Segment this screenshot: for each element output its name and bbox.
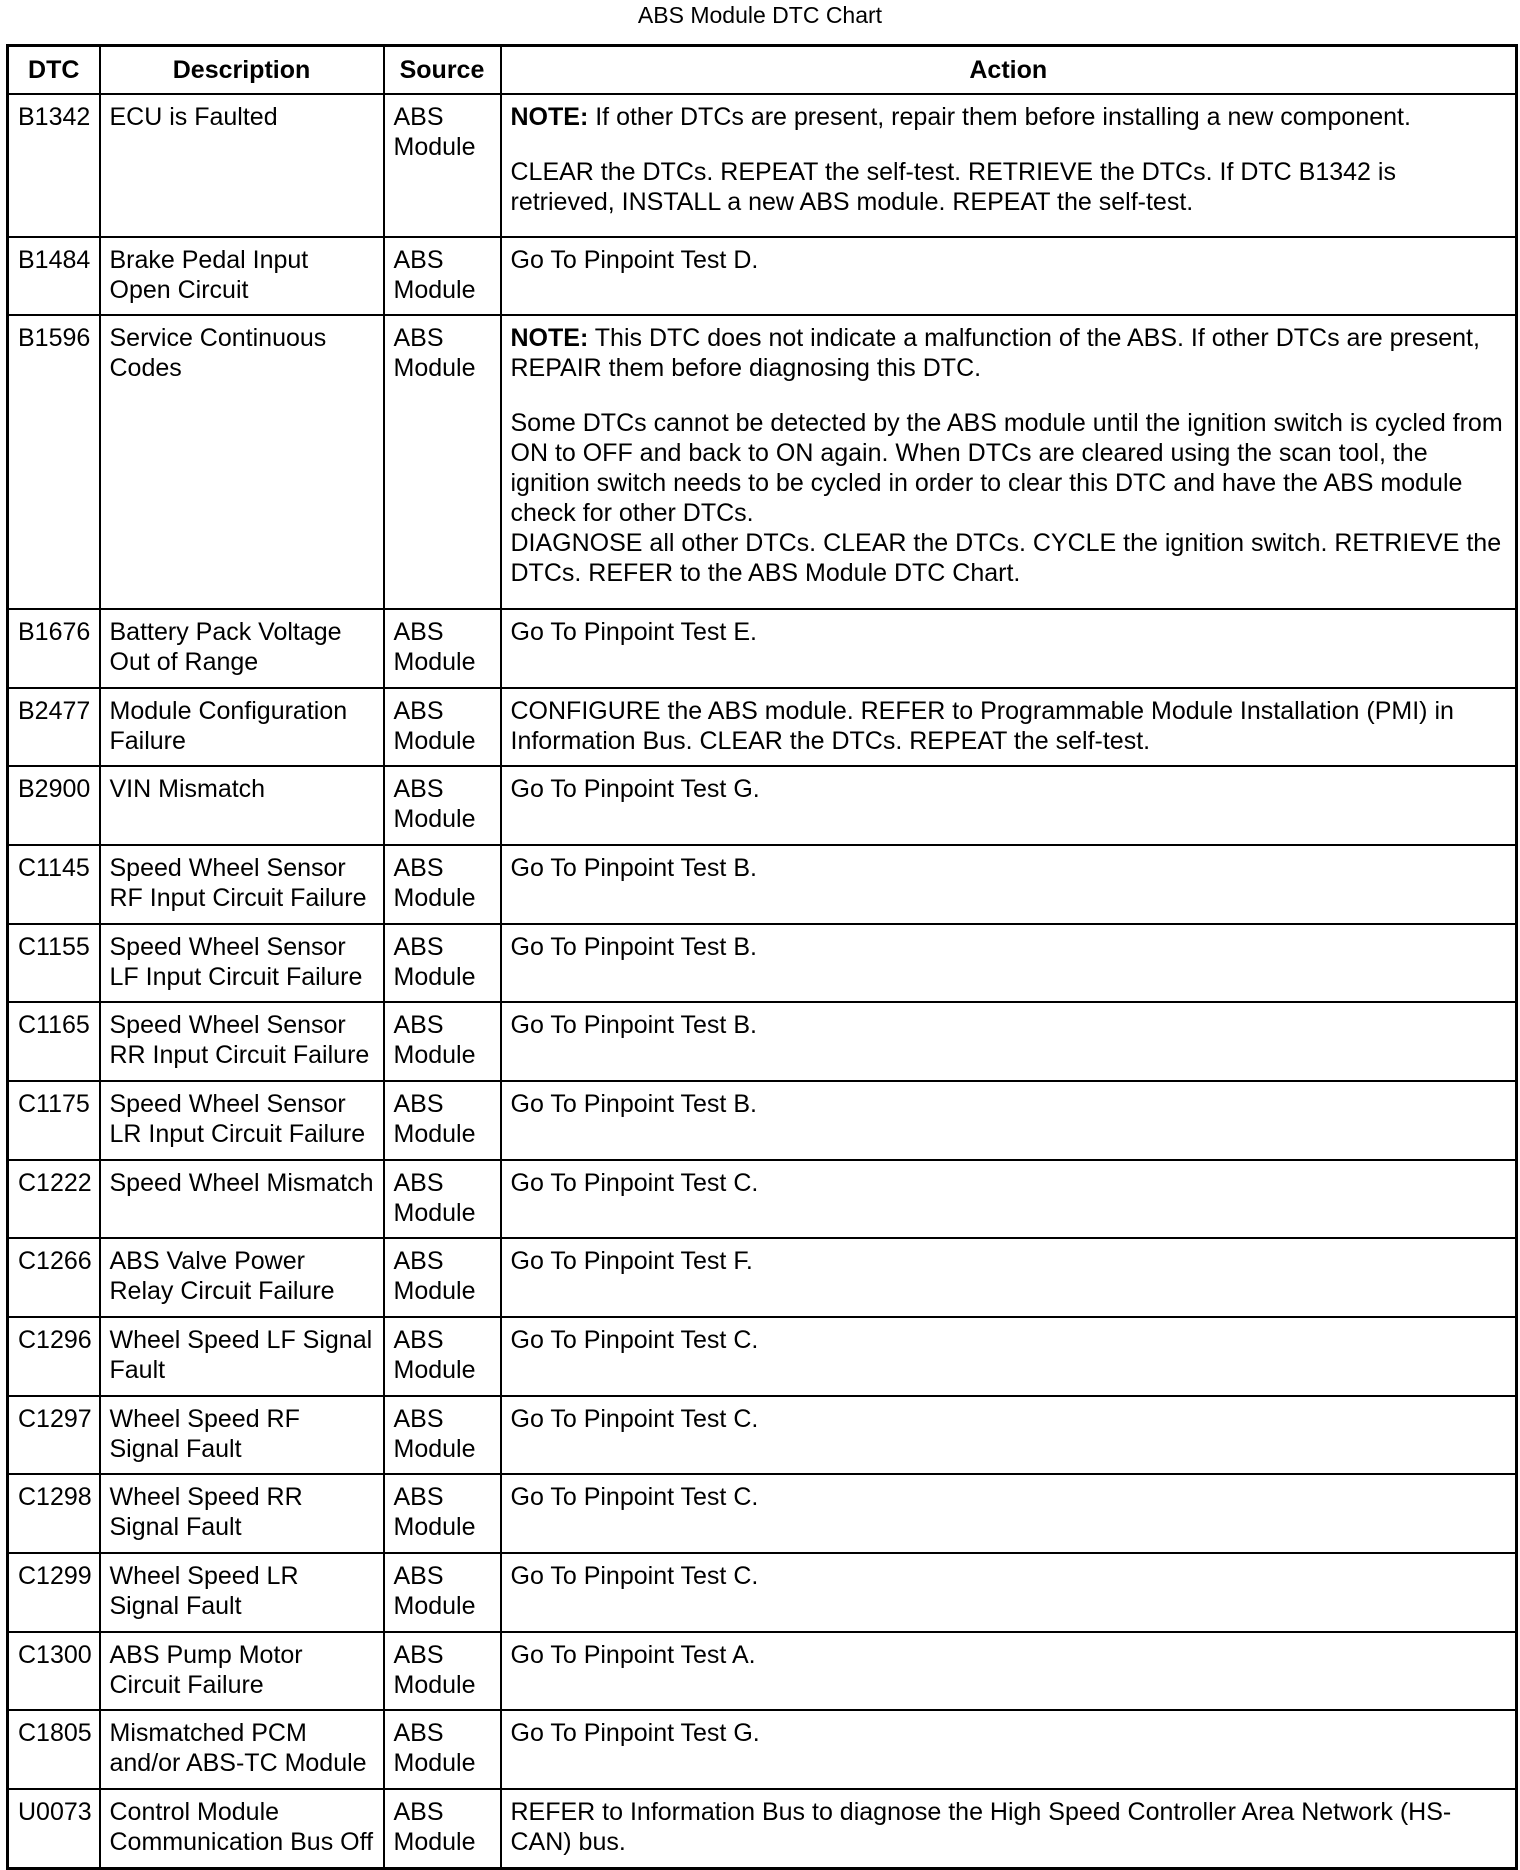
dtc-description: Wheel Speed LR Signal Fault (100, 1553, 384, 1632)
dtc-code: B2477 (8, 688, 100, 767)
action-note (511, 102, 1508, 132)
dtc-source: ABS Module (384, 94, 501, 237)
dtc-source: ABS Module (384, 237, 501, 316)
dtc-description: ECU is Faulted (100, 94, 384, 237)
table-row (8, 94, 1517, 237)
dtc-source: ABS Module (384, 1632, 501, 1711)
dtc-description: ABS Valve Power Relay Circuit Failure (100, 1238, 384, 1317)
dtc-code: C1298 (8, 1474, 100, 1553)
dtc-description: Brake Pedal Input Open Circuit (100, 237, 384, 316)
dtc-source: ABS Module (384, 1317, 501, 1396)
table-row (8, 315, 1517, 609)
dtc-action (501, 94, 1517, 237)
dtc-source: ABS Module (384, 1396, 501, 1475)
dtc-source: ABS Module (384, 1474, 501, 1553)
header-source: Source (384, 46, 501, 95)
dtc-code: B1484 (8, 237, 100, 316)
dtc-action (501, 315, 1517, 609)
dtc-description: VIN Mismatch (100, 766, 384, 845)
table-row (8, 1238, 1517, 1317)
note-label: NOTE: (510, 324, 589, 353)
dtc-action: Go To Pinpoint Test G. (501, 766, 1517, 845)
dtc-action: Go To Pinpoint Test G. (501, 1710, 1517, 1789)
dtc-action: Go To Pinpoint Test C. (501, 1396, 1517, 1475)
dtc-description: Speed Wheel Sensor LF Input Circuit Failure (100, 924, 384, 1003)
dtc-code: U0073 (8, 1789, 100, 1868)
dtc-description: Speed Wheel Sensor RR Input Circuit Failure (100, 1002, 384, 1081)
dtc-description: Mismatched PCM and/or ABS-TC Module (100, 1710, 384, 1789)
dtc-code: B2900 (8, 766, 100, 845)
table-row (8, 1632, 1517, 1711)
dtc-code: B1676 (8, 609, 100, 688)
table-row (8, 1002, 1517, 1081)
dtc-code: C1300 (8, 1632, 100, 1711)
header-action: Action (501, 46, 1517, 95)
dtc-code: C1299 (8, 1553, 100, 1632)
dtc-code: B1596 (8, 315, 100, 609)
dtc-action: Go To Pinpoint Test B. (501, 1002, 1517, 1081)
table-row (8, 1710, 1517, 1789)
action-paragraph: Some DTCs cannot be detected by the ABS module until the ignition switch is cycled from ON to OFF and back to ON again. When DTCs are cleared using the scan tool, the ignition switch needs to be cycled in order to clear this DTC and have the ABS module check for other DTCs. (510, 409, 1503, 528)
action-paragraph: DIAGNOSE all other DTCs. CLEAR the DTCs. CYCLE the ignition switch. RETRIEVE the DTCs. REFER to the ABS Module DTC Chart. (510, 529, 1502, 588)
dtc-source: ABS Module (384, 315, 501, 609)
dtc-description: Wheel Speed LF Signal Fault (100, 1317, 384, 1396)
dtc-description: Speed Wheel Sensor LR Input Circuit Failure (100, 1081, 384, 1160)
table-row (8, 688, 1517, 767)
dtc-code: C1296 (8, 1317, 100, 1396)
dtc-source: ABS Module (384, 1002, 501, 1081)
dtc-action: Go To Pinpoint Test B. (501, 845, 1517, 924)
dtc-source: ABS Module (384, 1238, 501, 1317)
table-row (8, 1081, 1517, 1160)
note-text: If other DTCs are present, repair them before installing a new component. (595, 103, 1411, 131)
table-row (8, 609, 1517, 688)
dtc-source: ABS Module (384, 766, 501, 845)
table-row (8, 1317, 1517, 1396)
table-row (8, 1160, 1517, 1239)
dtc-source: ABS Module (384, 1081, 501, 1160)
dtc-source: ABS Module (384, 1553, 501, 1632)
table-row (8, 1474, 1517, 1553)
dtc-action: Go To Pinpoint Test F. (501, 1238, 1517, 1317)
table-row (8, 1789, 1517, 1868)
dtc-source: ABS Module (384, 609, 501, 688)
table-row (8, 766, 1517, 845)
dtc-code: C1165 (8, 1002, 100, 1081)
dtc-description: Wheel Speed RR Signal Fault (100, 1474, 384, 1553)
table-body (8, 94, 1517, 1869)
table-row (8, 1396, 1517, 1475)
dtc-code: C1297 (8, 1396, 100, 1475)
table-row (8, 1553, 1517, 1632)
dtc-code: C1222 (8, 1160, 100, 1239)
dtc-source: ABS Module (384, 1160, 501, 1239)
header-dtc: DTC (8, 46, 100, 95)
dtc-source: ABS Module (384, 1789, 501, 1868)
dtc-action: Go To Pinpoint Test A. (501, 1632, 1517, 1711)
dtc-action: Go To Pinpoint Test C. (501, 1160, 1517, 1239)
dtc-code: C1266 (8, 1238, 100, 1317)
dtc-action: Go To Pinpoint Test E. (501, 609, 1517, 688)
dtc-description: Speed Wheel Sensor RF Input Circuit Failure (100, 845, 384, 924)
dtc-code: C1155 (8, 924, 100, 1003)
dtc-table (6, 44, 1518, 1870)
dtc-code: C1805 (8, 1710, 100, 1789)
dtc-description: ABS Pump Motor Circuit Failure (100, 1632, 384, 1711)
dtc-action: Go To Pinpoint Test C. (501, 1474, 1517, 1553)
dtc-source: ABS Module (384, 924, 501, 1003)
action-paragraph: CLEAR the DTCs. REPEAT the self-test. RETRIEVE the DTCs. If DTC B1342 is retrieved, INSTALL a new ABS module. REPEAT the self-test. (510, 158, 1396, 216)
dtc-action: Go To Pinpoint Test B. (501, 924, 1517, 1003)
dtc-action: Go To Pinpoint Test D. (501, 237, 1517, 316)
dtc-code: C1145 (8, 845, 100, 924)
dtc-description: Speed Wheel Mismatch (100, 1160, 384, 1239)
dtc-action: Go To Pinpoint Test B. (501, 1081, 1517, 1160)
dtc-source: ABS Module (384, 845, 501, 924)
header-description: Description (100, 46, 384, 95)
dtc-description: Control Module Communication Bus Off (100, 1789, 384, 1868)
dtc-code: B1342 (8, 94, 100, 237)
dtc-description: Wheel Speed RF Signal Fault (100, 1396, 384, 1475)
dtc-description: Service Continuous Codes (100, 315, 384, 609)
note-text: This DTC does not indicate a malfunction of the ABS. If other DTCs are present, REPAIR them before diagnosing this DTC. (510, 324, 1480, 383)
header-row (8, 46, 1517, 95)
dtc-action: Go To Pinpoint Test C. (501, 1317, 1517, 1396)
dtc-action: CONFIGURE the ABS module. REFER to Programmable Module Installation (PMI) in Information Bus. CLEAR the DTCs. REPEAT the self-test. (501, 688, 1517, 767)
chart-title: ABS Module DTC Chart (637, 2, 883, 28)
action-note (511, 323, 1508, 383)
dtc-code: C1175 (8, 1081, 100, 1160)
table-row (8, 924, 1517, 1003)
dtc-action: REFER to Information Bus to diagnose the High Speed Controller Area Network (HS-CAN) bus. (501, 1789, 1517, 1868)
note-label: NOTE: (510, 103, 589, 131)
dtc-description: Module Configuration Failure (100, 688, 384, 767)
dtc-action: Go To Pinpoint Test C. (501, 1553, 1517, 1632)
table-row (8, 845, 1517, 924)
dtc-source: ABS Module (384, 1710, 501, 1789)
dtc-description: Battery Pack Voltage Out of Range (100, 609, 384, 688)
dtc-source: ABS Module (384, 688, 501, 767)
table-row (8, 237, 1517, 316)
